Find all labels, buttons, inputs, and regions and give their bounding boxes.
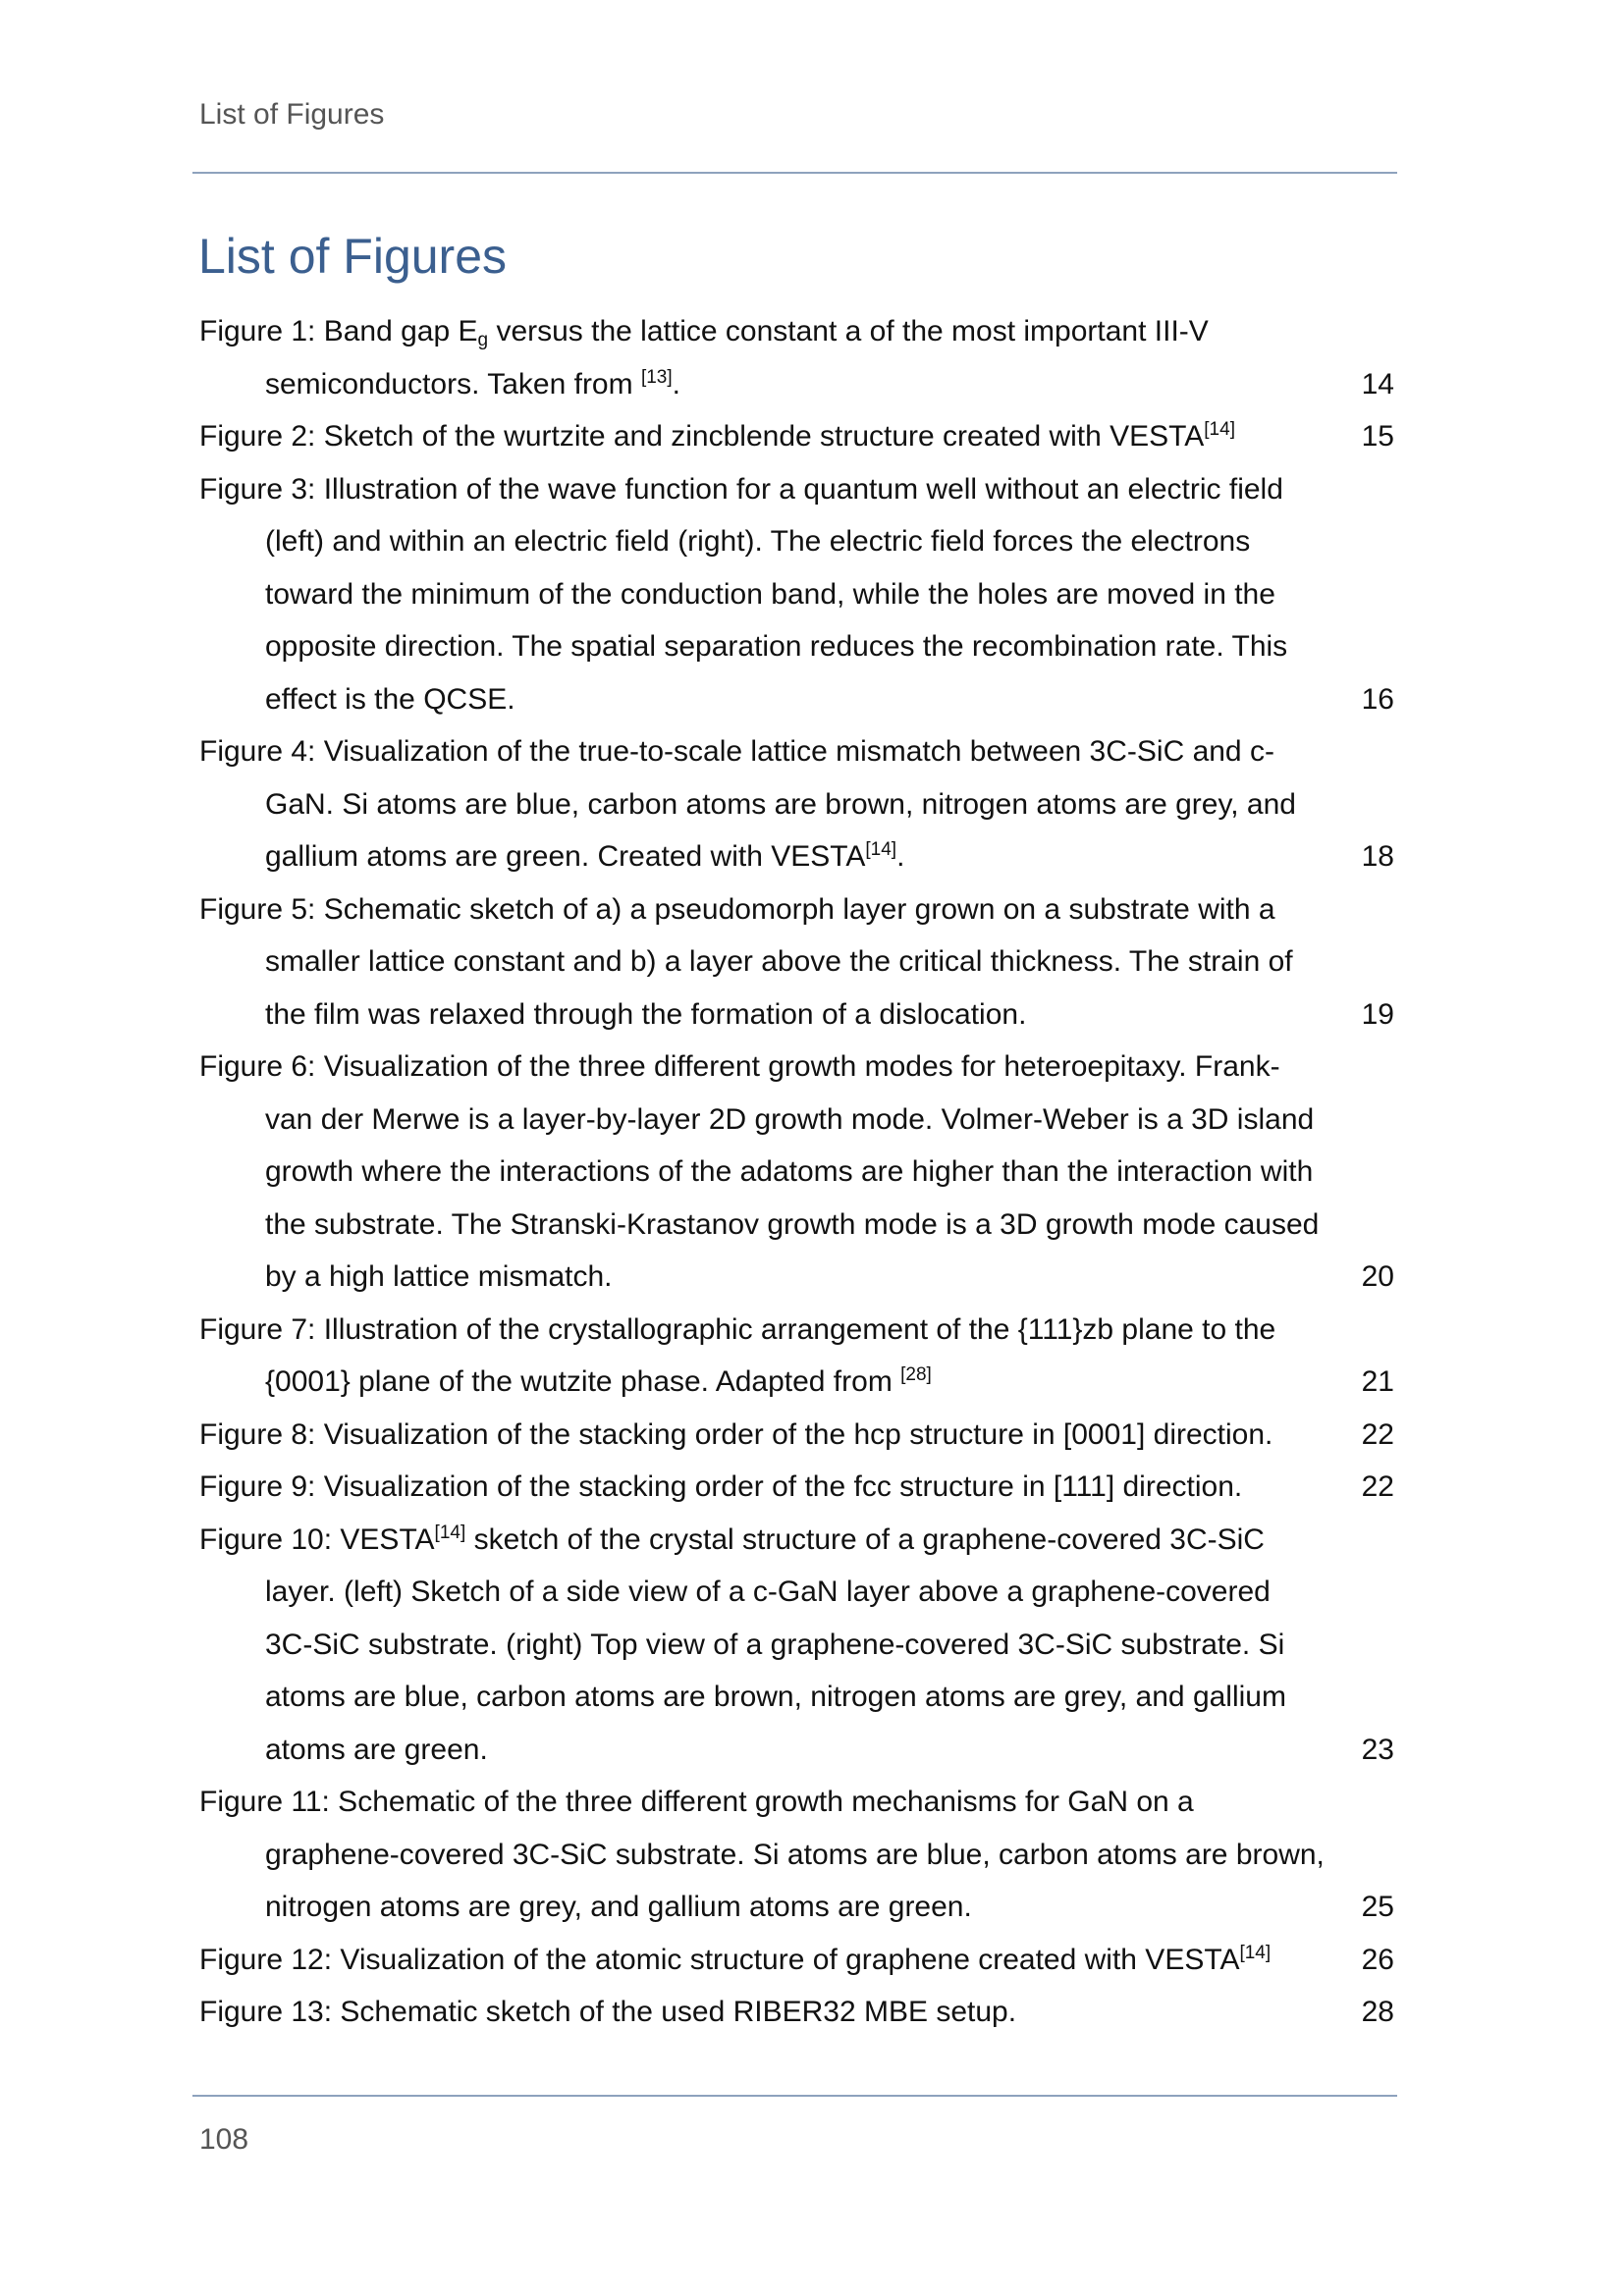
entry-text: Figure 3: Illustration of the wave function for a quantum well without an electric field (left) and within an electric field (right). The electric field forces the electrons toward the minimum of the conduction band, while the holes are moved in the opposite direction. The spatial separation reduces the recombination rate. This effect is the QCSE. [199, 472, 1288, 716]
entry-text: Figure 5: Schematic sketch of a) a pseudomorph layer grown on a substrate with a smaller lattice constant and b) a layer above the critical thickness. The strain of the film was relaxed through the formation of a dislocation. [199, 892, 1293, 1031]
entry-text: Figure 1: Band gap E [199, 315, 478, 347]
entry-page-number: 22 [1361, 1417, 1394, 1451]
entry-page-number: 19 [1361, 997, 1394, 1031]
entry-page-number: 16 [1361, 682, 1394, 716]
entry-subscript: g [477, 330, 489, 350]
entry-citation: [14] [434, 1522, 466, 1543]
entry-citation: [28] [900, 1364, 932, 1385]
entry-text: Figure 4: Visualization of the true-to-scale lattice mismatch between 3C-SiC and c-GaN. Si atoms are blue, carbon atoms are brown, nitrogen atoms are grey, and gallium atoms are green. Created with VESTA [199, 735, 1296, 873]
entry-page-number: 18 [1361, 840, 1394, 873]
figure-entry-7[interactable] [199, 1304, 1394, 1409]
entry-text: Figure 10: VESTA [199, 1522, 435, 1556]
entry-citation: [13] [640, 366, 673, 388]
figure-entry-8[interactable] [199, 1409, 1394, 1462]
entry-citation: [14] [1239, 1942, 1272, 1963]
page-number: 108 [199, 2123, 249, 2156]
entry-text: . [672, 367, 680, 400]
entry-text: Figure 11: Schematic of the three different growth mechanisms for GaN on a graphene-covered 3C-SiC substrate. Si atoms are blue, carbon atoms are brown, nitrogen atoms are grey, and gallium atoms are green. [199, 1786, 1325, 1923]
entry-text: Figure 9: Visualization of the stacking order of the fcc structure in [111] direction. [199, 1470, 1243, 1503]
figure-entry-1[interactable] [199, 305, 1394, 410]
entry-text: Figure 12: Visualization of the atomic structure of graphene created with VESTA [199, 1943, 1240, 1976]
entry-text: Figure 6: Visualization of the three different growth modes for heteroepitaxy. Frank-van der Merwe is a layer-by-layer 2D growth mode. Volmer-Weber is a 3D island growth where the interactions of the adatoms are higher than the interaction with the substrate. The Stranski-Krastanov growth mode is a 3D growth mode caused by a high lattice mismatch. [199, 1050, 1320, 1293]
page-title: List of Figures [198, 229, 508, 284]
entry-text: . [896, 840, 905, 873]
entry-text: sketch of the crystal structure of a graphene-covered 3C-SiC layer. (left) Sketch of a side view of a c-GaN layer above a graphene-covered 3C-SiC substrate. (right) Top view of a graphene-covered 3C-SiC substrate. Si atoms are blue, carbon atoms are brown, nitrogen atoms are grey, and gallium atoms are green. [265, 1522, 1286, 1766]
footer-rule [192, 2095, 1397, 2097]
entry-page-number: 26 [1361, 1943, 1394, 1976]
figure-entry-12[interactable] [199, 1934, 1394, 1987]
entry-page-number: 22 [1361, 1470, 1394, 1503]
figure-entry-9[interactable] [199, 1461, 1394, 1514]
entry-page-number: 28 [1361, 1996, 1394, 2028]
entry-page-number: 15 [1361, 420, 1394, 453]
entry-text: versus the lattice constant a of the most important III-V semiconductors. Taken from [265, 315, 1209, 400]
figure-entry-13[interactable] [199, 1986, 1394, 2039]
entry-text: Figure 2: Sketch of the wurtzite and zincblende structure created with VESTA [199, 420, 1205, 453]
figure-entry-6[interactable] [199, 1041, 1394, 1304]
entry-page-number: 25 [1361, 1891, 1394, 1923]
entry-text: Figure 8: Visualization of the stacking order of the hcp structure in [0001] direction. [199, 1417, 1273, 1451]
entry-text: Figure 7: Illustration of the crystallographic arrangement of the {111}zb plane to the {0001} plane of the wutzite phase. Adapted from [199, 1312, 1276, 1398]
entry-page-number: 20 [1361, 1260, 1394, 1293]
figure-entry-3[interactable] [199, 463, 1394, 726]
running-header: List of Figures [199, 98, 385, 131]
figure-entry-4[interactable] [199, 725, 1394, 883]
figure-list [199, 305, 1394, 2039]
figure-entry-5[interactable] [199, 883, 1394, 1041]
entry-page-number: 21 [1361, 1365, 1394, 1398]
figure-entry-10[interactable] [199, 1514, 1394, 1777]
header-rule [192, 172, 1397, 174]
entry-page-number: 14 [1361, 367, 1394, 400]
figure-entry-2[interactable] [199, 410, 1394, 463]
entry-text: Figure 13: Schematic sketch of the used RIBER32 MBE setup. [199, 1996, 1017, 2028]
figure-entry-11[interactable] [199, 1776, 1394, 1934]
entry-citation: [14] [865, 839, 897, 860]
entry-page-number: 23 [1361, 1733, 1394, 1766]
entry-citation: [14] [1204, 419, 1235, 440]
